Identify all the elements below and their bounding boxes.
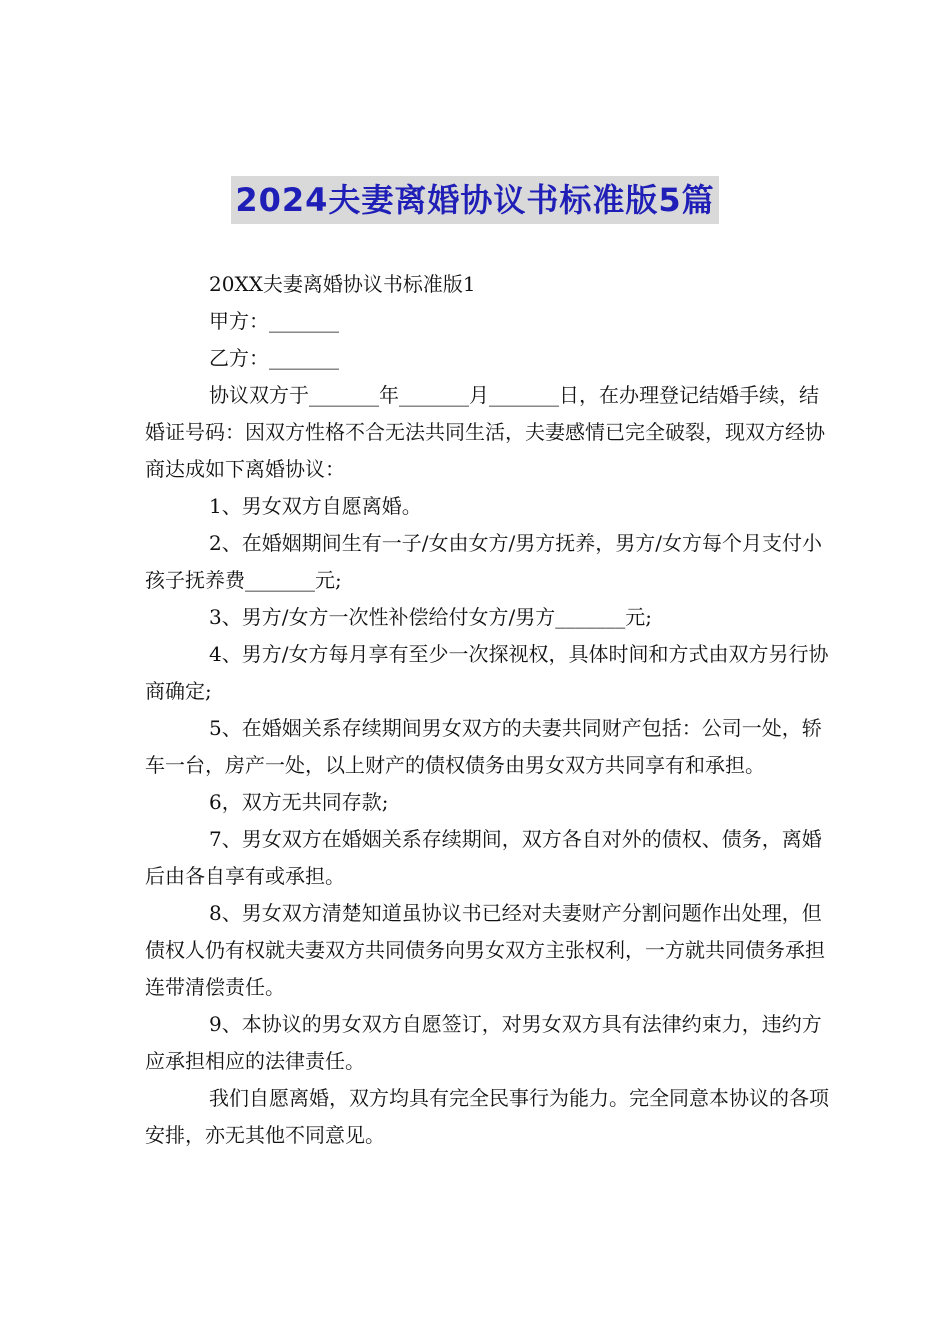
clause-8: 8、男女双方清楚知道虽协议书已经对夫妻财产分割问题作出处理，但债权人仍有权就夫妻双方共同债务向男女双方主张权利，一方就共同债务承担连带清偿责任。 (145, 901, 825, 999)
clause-6: 6，双方无共同存款; (209, 790, 389, 814)
clause-3: 3、男方/女方一次性补偿给付女方/男方_______元; (209, 605, 652, 629)
party-b-line: 乙方：_______ (209, 346, 339, 370)
clause-9: 9、本协议的男女双方自愿签订，对男女双方具有法律约束力，违约方应承担相应的法律责任。 (145, 1012, 822, 1073)
document-title: 2024夫妻离婚协议书标准版5篇 (231, 176, 718, 224)
clause-5: 5、在婚姻关系存续期间男女双方的夫妻共同财产包括：公司一处，轿车一台，房产一处，以上财产的债权债务由男女双方共同享有和承担。 (145, 716, 822, 777)
intro-paragraph: 协议双方于_______年_______月_______日，在办理登记结婚手续，结婚证号码：因双方性格不合无法共同生活，夫妻感情已完全破裂，现双方经协商达成如下离婚协议： (145, 383, 825, 481)
closing-paragraph: 我们自愿离婚，双方均具有完全民事行为能力。完全同意本协议的各项安排，亦无其他不同意见。 (145, 1086, 829, 1147)
clause-1: 1、男女双方自愿离婚。 (209, 494, 422, 518)
title-container (0, 176, 950, 224)
party-a-line: 甲方：_______ (209, 309, 339, 333)
clause-2: 2、在婚姻期间生有一子/女由女方/男方抚养，男方/女方每个月支付小孩子抚养费_______元; (145, 531, 822, 592)
section-heading: 20XX夫妻离婚协议书标准版1 (209, 272, 476, 296)
clause-7: 7、男女双方在婚姻关系存续期间，双方各自对外的债权、债务，离婚后由各自享有或承担。 (145, 827, 822, 888)
clause-4: 4、男方/女方每月享有至少一次探视权，具体时间和方式由双方另行协商确定; (145, 642, 829, 703)
document-body (145, 266, 835, 1154)
